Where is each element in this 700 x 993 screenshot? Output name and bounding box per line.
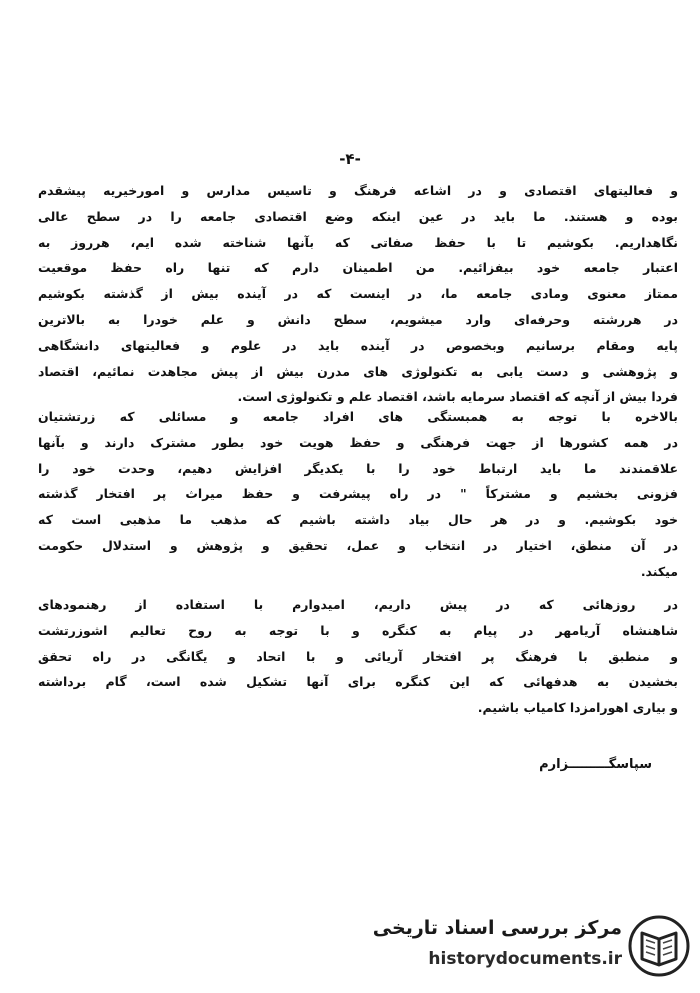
text-line: فردا بیش از آنچه که اقتصاد سرمایه باشد، اقتصاد علم و تکنولوژی است.	[237, 389, 678, 405]
text-line: و بیاری اهورامزدا کامیاب باشیم.	[477, 700, 678, 716]
text-line: در روزهائی که در پیش داریم، امیدوارم با استفاده از رهنمودهای	[38, 597, 678, 612]
text-line: در هررشته وحرفه‌ای وارد میشویم، سطح دانش و علم خودرا به بالاترین	[38, 311, 678, 327]
paragraph-future	[38, 592, 678, 721]
text-line: بخشیدن به هدفهائی که این کنگره برای آنها تشکیل شده است، گام برداشته	[38, 674, 678, 690]
text-line: میکند.	[640, 563, 678, 579]
watermark-url: historydocuments.ir	[428, 949, 622, 969]
text-line: فزونی بخشیم و مشترکاً " در راه پیشرفت و حفظ میراث پر افتخار گذشته	[38, 486, 678, 502]
watermark	[372, 911, 690, 983]
text-line: در همه کشورها از جهت فرهنگی و حفظ هویت خود بطور مشترک دارند و بآنها	[38, 434, 678, 450]
text-line: خود بکوشیم. و در هر حال بیاد داشته باشیم که مذهب ما مذهبی است که	[38, 512, 678, 528]
text-line: و فعالیتهای اقتصادی و در اشاعه فرهنگ و تاسیس مدارس و امورخیریه پیشقدم	[38, 183, 678, 198]
text-line: شاهنشاه آریامهر در پیام به کنگره و با توجه به روح تعالیم اشوزرتشت	[38, 622, 678, 638]
paragraph-solidarity	[38, 404, 678, 585]
text-line: و منطبق با فرهنگ پر افتخار آریائی و با اتحاد و یگانگی در راه تحقق	[38, 648, 678, 664]
closing-thanks: سپاسگـــــــــزارم	[539, 757, 652, 772]
text-line: بوده و هستند. ما باید در عین اینکه وضع اقتصادی جامعه را در سطح عالی	[38, 208, 678, 224]
text-line: پایه ومقام برسانیم وبخصوص در آینده باید در علوم و فعالیتهای دانشگاهی	[38, 337, 678, 353]
text-line: ممتاز معنوی ومادی جامعه ما، در اینست که در آینده بیش از گذشته بکوشیم	[38, 286, 678, 302]
text-line: بالاخره با توجه به همبستگی های افراد جامعه و مسائلی که زرتشتیان	[38, 409, 678, 424]
paragraph-economy	[38, 178, 678, 410]
text-line: در آن منطق، اختیار در انتخاب و عمل، تحقیق و پژوهش و استدلال حکومت	[38, 537, 678, 553]
text-line: و پژوهشی و دست یابی به تکنولوژی های مدرن بیش از پیش مجاهدت نمائیم، اقتصاد	[38, 363, 678, 379]
book-logo-icon	[628, 913, 690, 979]
watermark-title: مرکز بررسی اسناد تاریخی	[372, 917, 622, 939]
text-line: اعتبار جامعه خود بیفزائیم. من اطمینان دارم که تنها راه حفظ موقعیت	[38, 260, 678, 276]
text-line: نگاهداریم. بکوشیم تا با حفظ صفاتی که بآنها شناخته شده ایم، هرروز به	[38, 234, 678, 250]
text-line: علاقمندند ما باید ارتباط خود را با یکدیگر افزایش دهیم، وحدت خود را	[38, 460, 678, 476]
page-number: -۴-	[339, 150, 361, 168]
